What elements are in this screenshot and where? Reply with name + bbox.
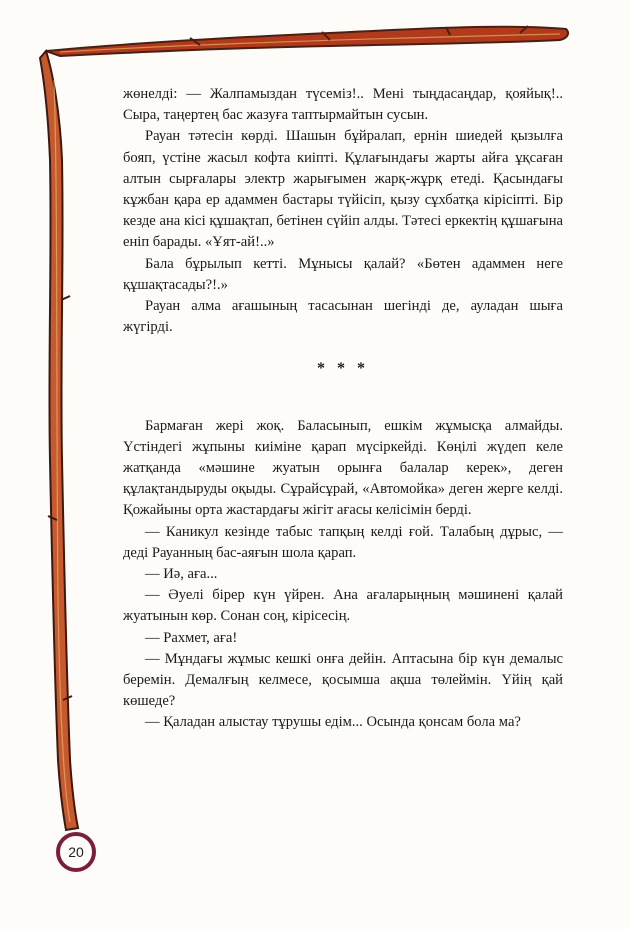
paragraph: Бала бұрылып кетті. Мұнысы қалай? «Бөтен адаммен неге құшақтасады?!.» (123, 255, 563, 293)
page-number: 20 (56, 832, 96, 872)
dialogue-line: — Рахмет, аға! (145, 629, 238, 646)
left-branch (40, 51, 78, 830)
section-separator: * * * (317, 360, 369, 378)
paragraph: жөнелді: — Жалпамыздан түсеміз!.. Мені тыңдасаңдар, қояйық!.. Сыра, таңертең бас жазуға таптырмайтын сусын. (123, 86, 563, 124)
page-text (123, 84, 563, 734)
paragraph: Рауан алма ағашының тасасынан шегінді де, ауладан шыға жүгірді. (123, 298, 563, 336)
paragraph: Бармаған жері жоқ. Баласынып, ешкім жұмысқа алмайды. Үстіндегі жұпыны киіміне қарап мүсіркейді. Көңілі жүдеп келе жатқанда «мәшине жуатын орынға балалар керек», деген құлақтандыруды оқыды. Сұрайсұрай, «Автомойка» деген жерге келді. Қожайыны орта жастардағы жігіт ағасы келісімін берді. (123, 417, 563, 519)
dialogue-line: — Каникул кезінде табыс тапқың келді ғой. Талабың дұрыс, — деді Рауанның бас-аяғын шола қарап. (123, 523, 563, 561)
dialogue-line: — Қаладан алыстау тұрушы едім... Осында қонсам бола ма? (145, 714, 521, 731)
paragraph: Рауан тәтесін көрді. Шашын бұйралап, ернін шиедей қызылға бояп, үстіне жасыл кофта киіпті. Құлағындағы жарты айға ұқсаған алтын сырғалары электр жарығымен жарқ-жұрқ етеді. Қасындағы кұжбан қара ер адаммен бастары түйісіп, қызу сұхбатқа кірісіпті. Бір кезде ана кісі құшақтап, бетінен сүйіп алды. Тәтесі еркектің құшағына еніп барады. «Ұят-ай!..» (123, 128, 563, 251)
dialogue-line: — Әуелі бірер күн үйрен. Ана ағаларыңның мәшинені қалай жуатынын көр. Сонан соң, кірісесің. (123, 587, 563, 625)
dialogue-line: — Иә, аға... (145, 566, 218, 583)
dialogue-line: — Мұндағы жұмыс кешкі онға дейін. Аптасына бір күн демалыс беремін. Демалғың келмесе, қосымша ақша төлеймін. Үйің қай көшеде? (123, 650, 563, 710)
